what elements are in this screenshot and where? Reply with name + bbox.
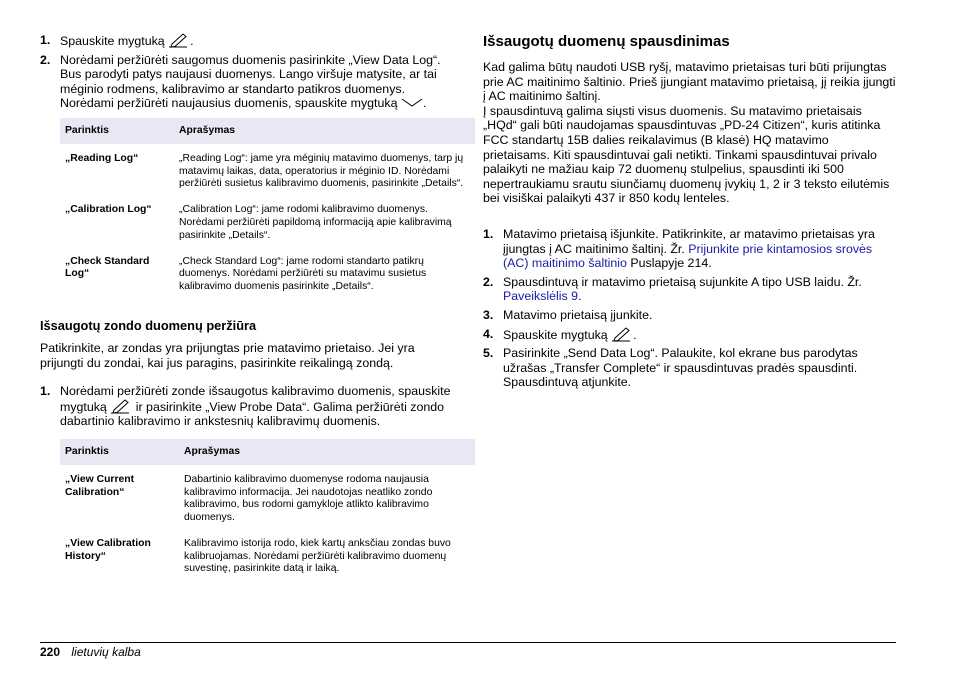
pencil-icon bbox=[168, 33, 190, 48]
printer-paragraph: Į spausdintuvą galima siųsti visus duomenis. Su matavimo prietaisais „HQd“ gali būti naudojamas spausdintuvas „PD-24 Citizen“, kuris atitinka FCC standartų 15B dalies reikalavimus (B klasė) HQ matavimo prietaisams. Kiti spausdintuvai gali netikti. Tinkami spausdintuvai privalo palaikyti ne mažiau kaip 72 duomenų stulpelius, spausdinti iki 500 nepertraukiamu srautu siunčiamų duomenų įvykių 1, 2 ir 3 teksto eilutėmis bei visiškai palaikyti 437 ir 850 kodų lenteles. bbox=[483, 103, 890, 206]
table-header: Parinktis bbox=[60, 118, 174, 144]
step-text-after: Puslapyje 214. bbox=[630, 256, 712, 271]
table-header: Aprašymas bbox=[174, 118, 475, 144]
table-row bbox=[60, 465, 475, 529]
option-name: „Check Standard Log“ bbox=[65, 255, 150, 280]
intro-paragraph: Kad galima būtų naudoti USB ryšį, matavimo prietaisas turi būti prijungtas prie AC maitinimo šaltinio. Prieš įjungiant matavimo prietaisą, jį reikia įjungti į AC maitinimo šaltinį. bbox=[483, 60, 896, 104]
option-name: „View Calibration History“ bbox=[65, 537, 151, 562]
table-row bbox=[60, 247, 475, 298]
data-log-options-table bbox=[60, 118, 475, 298]
section-heading: Išsaugotų zondo duomenų peržiūra bbox=[40, 317, 257, 333]
table-row bbox=[60, 195, 475, 246]
footer-divider bbox=[40, 642, 896, 643]
page-title: Išsaugotų duomenų spausdinimas bbox=[483, 33, 730, 50]
table-row bbox=[60, 529, 475, 580]
step-number: 3. bbox=[483, 307, 494, 322]
step-text: Norėdami peržiūrėti saugomus duomenis pasirinkite „View Data Log“. Bus parodyti patys naujausi duomenys. Lango viršuje matysite, ar tai méginio rodmens, kalibravimo ar standarto patikros duomenys. Norėdami peržiūrėti naujausius duomenis, spauskite mygtuką bbox=[60, 52, 441, 111]
step-text: Matavimo prietaisą įjunkite. bbox=[503, 307, 653, 322]
section-paragraph: Patikrinkite, ar zondas yra prijungtas prie matavimo prietaiso. Jei yra prijungti du zondai, kai jus paragins, pasirinkite reikalingą zondą. bbox=[40, 340, 415, 370]
table-header: Aprašymas bbox=[179, 439, 475, 465]
step-text: Spauskite mygtuką bbox=[503, 327, 608, 342]
step-text: Pasirinkite „Send Data Log“. Palaukite, kol ekrane bus parodytas užrašas „Transfer Complete“ ir spausdintuvas pradės spausdinti. Spausdintuvą atjunkite. bbox=[503, 346, 858, 390]
table-header: Parinktis bbox=[60, 439, 179, 465]
option-description: „Calibration Log“: jame rodomi kalibravimo duomenys. Norėdami peržiūrėti papildomą informaciją apie kalibravimą pasirinkite „Details“. bbox=[179, 204, 452, 241]
print-step-4: 4. Spauskite mygtuką . bbox=[483, 326, 637, 342]
pencil-icon bbox=[611, 327, 633, 342]
step-view-data-2: 2. Norėdami peržiūrėti saugomus duomenis pasirinkite „View Data Log“. Bus parodyti patys naujausi duomenys. Lango viršuje matysite, ar tai méginio rodmens, kalibravimo ar standarto patikros duomenys. Norėdami peržiūrėti naujausius duomenis, spauskite mygtuką . bbox=[40, 52, 441, 111]
print-step-3 bbox=[483, 308, 896, 323]
step-text: Matavimo prietaisą išjunkite. Patikrinkite, ar matavimo prietaisas yra įjungtas į AC maitinimo šaltinį. Žr. bbox=[503, 226, 875, 256]
option-name: „View Current Calibration“ bbox=[65, 473, 135, 498]
step-text: Norėdami peržiūrėti zonde išsaugotus kalibravimo duomenis, spauskite mygtuką bbox=[60, 384, 451, 414]
print-step-2: 2. Spausdintuvą ir matavimo prietaisą sujunkite A tipo USB laidu. Žr. Paveikslėlis 9. bbox=[483, 274, 862, 304]
option-description: Dabartinio kalibravimo duomenyse rodoma naujausia kalibravimo informacija. Jei naudotojas neatliko zondo kalibravimo, bus rodomi gamykloje atlikto kalibravimo duomenys. bbox=[184, 473, 433, 524]
print-step-1 bbox=[483, 227, 896, 271]
step-number: 5. bbox=[483, 346, 494, 361]
option-name: „Reading Log“ bbox=[65, 152, 139, 164]
left-column bbox=[40, 33, 464, 580]
step-number: 2. bbox=[483, 274, 494, 289]
option-description: „Reading Log“: jame yra méginių matavimo duomenys, tarp jų matavimų laikas, data, operatorius ir méginio ID. Norėdami peržiūrėti susietus kalibravimo duomenis, pasirinkite „Details“. bbox=[179, 152, 464, 190]
table-row bbox=[60, 144, 475, 195]
chevron-down-icon bbox=[401, 98, 423, 107]
step-number: 4. bbox=[483, 326, 494, 341]
ac-power-link[interactable]: Prijunkite prie kintamosios srovės (AC) maitinimo šaltinio bbox=[503, 241, 873, 271]
step-view-probe-data bbox=[40, 384, 455, 429]
option-name: „Calibration Log“ bbox=[65, 204, 152, 216]
probe-data-options-table bbox=[60, 439, 475, 580]
pencil-icon bbox=[110, 399, 132, 414]
step-number: 1. bbox=[40, 384, 51, 399]
option-description: „Check Standard Log“: jame rodomi standarto patikrų duomenys. Norėdami peržiūrėti su matavimu susietus kalibravimo duomenis pasirinkite „Details“. bbox=[179, 255, 427, 293]
table-header-row bbox=[60, 118, 475, 144]
step-number: 2. bbox=[40, 52, 51, 67]
option-description: Kalibravimo istorija rodo, kiek kartų anksčiau zondas buvo kalibruojamas. Norėdami peržiūrėti kalibravimo duomenų suvestinę, pasirinkite datą ir laiką. bbox=[184, 537, 451, 575]
table-header-row bbox=[60, 439, 475, 465]
footer-language: lietuvių kalba bbox=[71, 645, 141, 659]
step-text: ir pasirinkite „View Probe Data“. Galima peržiūrėti zondo dabartinio kalibravimo ir ankstesnių kalibravimų duomenis. bbox=[60, 399, 445, 429]
page-number: 220 bbox=[40, 645, 61, 659]
right-column bbox=[483, 33, 896, 390]
step-text: Spauskite mygtuką bbox=[60, 34, 165, 48]
step-number: 1. bbox=[483, 226, 494, 241]
step-number: 1. bbox=[40, 33, 51, 47]
step-text: Spausdintuvą ir matavimo prietaisą sujunkite A tipo USB laidu. Žr. bbox=[503, 274, 862, 289]
step-view-data-1: 1. Spauskite mygtuką . bbox=[40, 33, 194, 48]
figure-link[interactable]: Paveikslėlis 9 bbox=[503, 289, 579, 304]
page-footer bbox=[40, 645, 141, 659]
print-step-5 bbox=[483, 346, 896, 390]
